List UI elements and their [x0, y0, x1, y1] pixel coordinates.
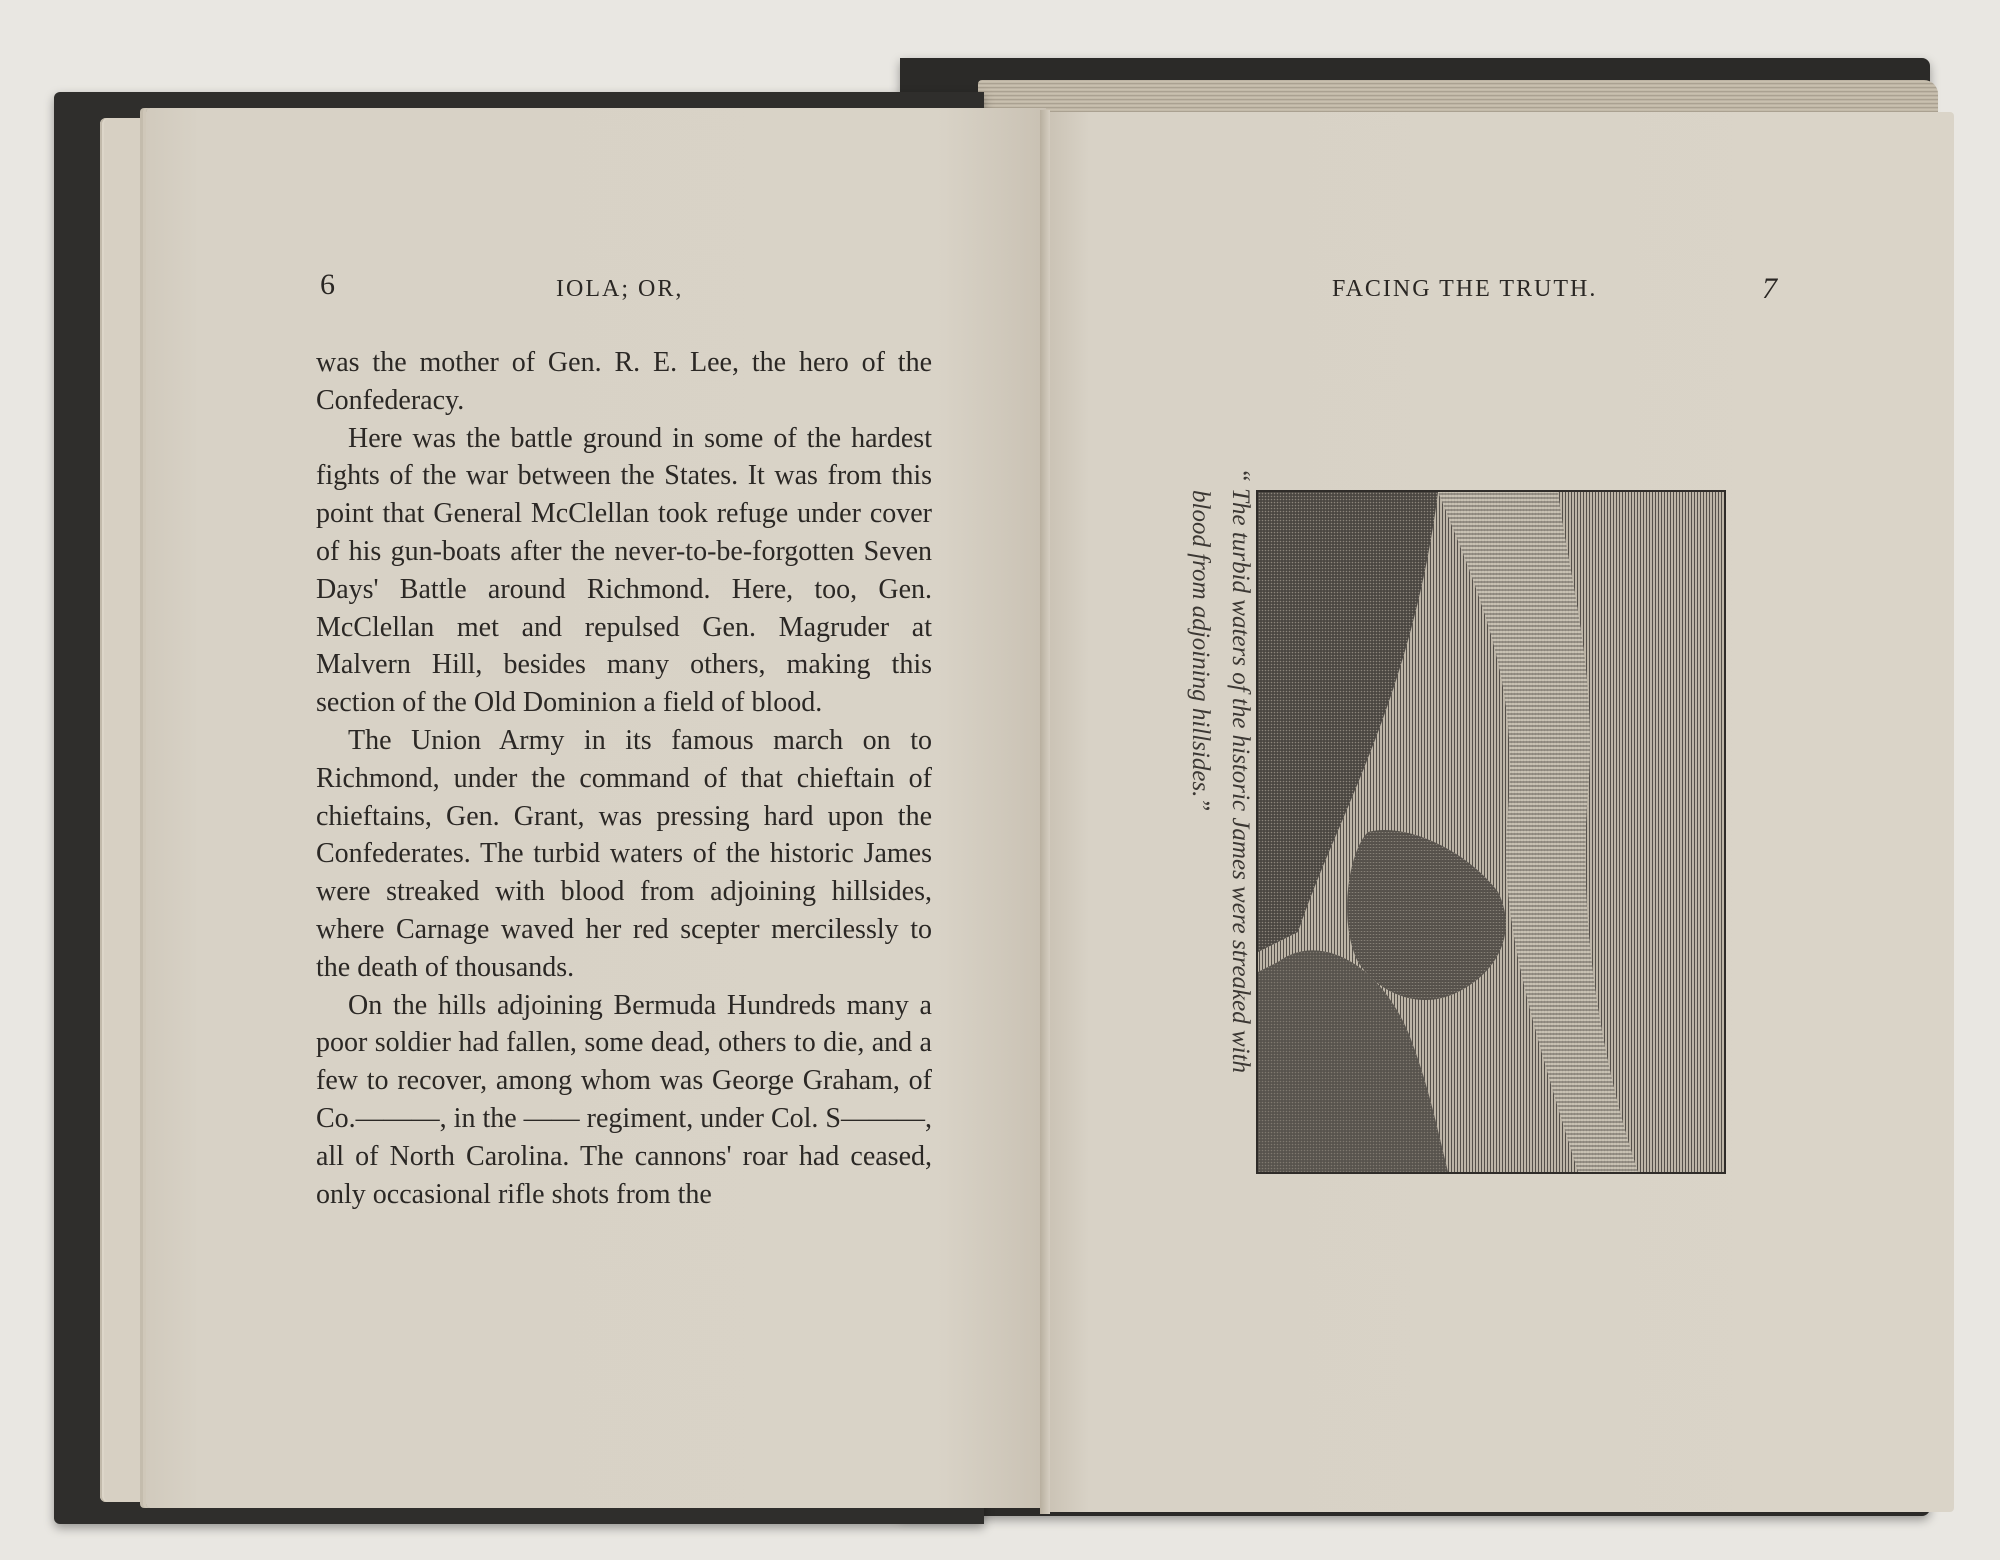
right-running-head: FACING THE TRUTH.	[1332, 276, 1598, 302]
paragraph: On the hills adjoining Bermuda Hundreds many a poor soldier had fallen, some dead, others to die, and a few to recover, among whom was George Graham, of Co.———, in the —— regiment, under Col. S———, all of North Carolina. The cannons' roar had ceased, only occasional rifle shots from the	[316, 989, 932, 1210]
book-gutter	[1040, 110, 1050, 1514]
paragraph: Here was the battle ground in some of the hardest fights of the war between the States. It was from this point that General McClellan took refuge under cover of his gun-boats after the never-to-be-forgotten Seven Days' Battle around Richmond. Here, too, Gen. McClellan met and repulsed Gen. Magruder at Malvern Hill, besides many others, making this section of the Old Dominion a field of blood.	[316, 422, 932, 719]
engraving-illustration	[1256, 490, 1726, 1174]
illustration-caption	[1180, 468, 1260, 1168]
caption-line: blood from adjoining hillsides.”	[1187, 490, 1214, 812]
left-page-number: 6	[320, 268, 335, 301]
left-running-head: IOLA; OR,	[556, 276, 684, 302]
paragraph: The Union Army in its famous march on to Richmond, under the command of that chieftain of chieftains, Gen. Grant, was pressing hard upon the Confederates. The turbid waters of the historic James were streaked with blood from adjoining hillsides, where Carnage waved her red scepter mercilessly to the death of thousands.	[316, 724, 932, 983]
paragraph: was the mother of Gen. R. E. Lee, the hero of the Confederacy.	[316, 347, 932, 416]
right-page-number: 7	[1762, 272, 1777, 305]
caption-line: “ The turbid waters of the historic James were streaked with	[1227, 468, 1254, 1074]
river-landscape-engraving	[1258, 492, 1724, 1172]
left-page-text	[316, 344, 932, 1213]
